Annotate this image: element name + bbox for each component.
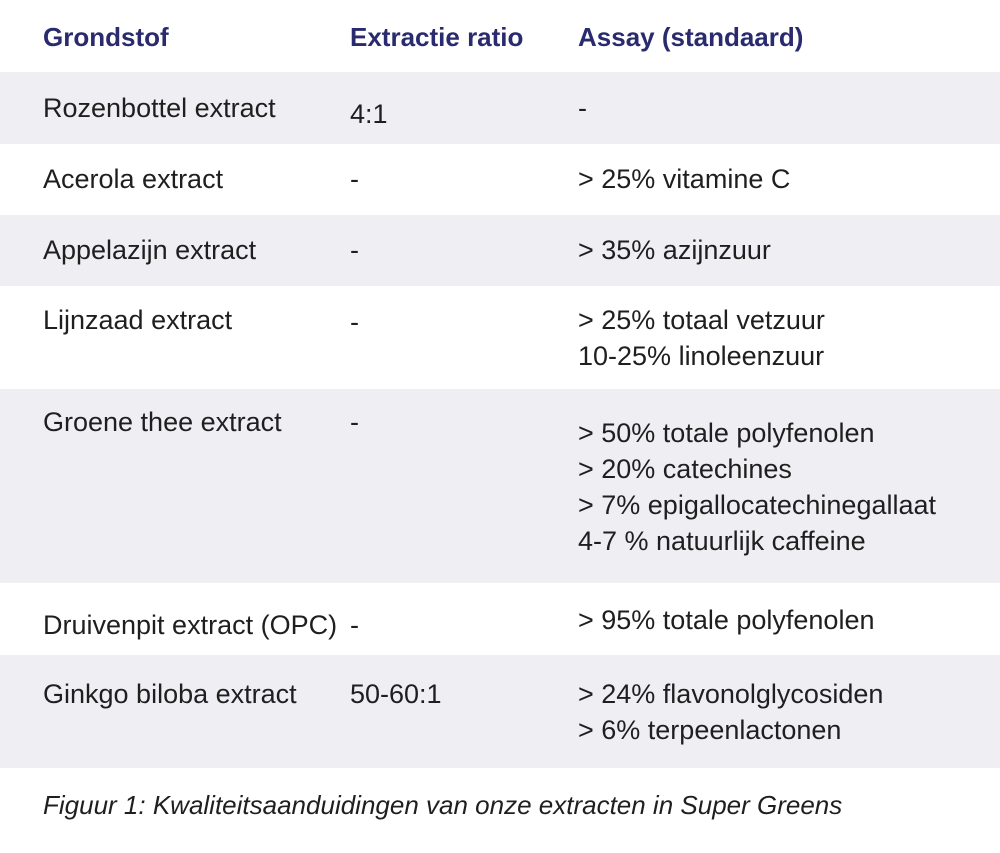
cell-assay (578, 415, 936, 559)
cell-grondstof: Druivenpit extract (OPC) (43, 610, 338, 640)
cell-ratio: - (350, 610, 359, 640)
assay-line: > 35% azijnzuur (578, 235, 771, 265)
table-row (0, 583, 1000, 655)
cell-grondstof: Lijnzaad extract (43, 305, 233, 335)
cell-grondstof: Rozenbottel extract (43, 93, 276, 123)
assay-line: > 7% epigallocatechinegallaat (578, 490, 937, 520)
cell-grondstof: Appelazijn extract (43, 235, 257, 265)
assay-line: > 25% vitamine C (578, 164, 791, 194)
header-extractie-ratio: Extractie ratio (350, 22, 524, 52)
cell-assay (578, 161, 790, 197)
assay-line: > 24% flavonolglycosiden (578, 679, 884, 709)
assay-line: > 20% catechines (578, 454, 792, 484)
assay-line: > 50% totale polyfenolen (578, 418, 875, 448)
assay-line: 4-7 % natuurlijk caffeine (578, 526, 866, 556)
cell-grondstof: Acerola extract (43, 164, 224, 194)
table-row (0, 389, 1000, 583)
assay-line: 10-25% linoleenzuur (578, 341, 825, 371)
cell-grondstof: Groene thee extract (43, 407, 282, 437)
cell-ratio: - (350, 164, 359, 194)
assay-line: > 95% totale polyfenolen (578, 605, 875, 635)
table-row (0, 286, 1000, 389)
assay-line: - (578, 93, 587, 123)
table-row (0, 655, 1000, 768)
cell-assay (578, 602, 874, 638)
cell-ratio: 50-60:1 (350, 679, 442, 709)
table-row (0, 144, 1000, 215)
cell-assay (578, 676, 883, 748)
cell-assay (578, 302, 825, 374)
header-grondstof: Grondstof (43, 22, 169, 52)
cell-ratio: - (350, 307, 359, 337)
table-row (0, 72, 1000, 144)
table-row (0, 215, 1000, 286)
cell-ratio: 4:1 (350, 99, 388, 129)
cell-assay (578, 90, 587, 126)
assay-line: > 6% terpeenlactonen (578, 715, 842, 745)
figure-caption: Figuur 1: Kwaliteitsaanduidingen van onze extracten in Super Greens (43, 790, 843, 820)
cell-assay (578, 232, 771, 268)
table-header (0, 0, 1000, 72)
cell-grondstof: Ginkgo biloba extract (43, 679, 297, 709)
cell-ratio: - (350, 235, 359, 265)
assay-line: > 25% totaal vetzuur (578, 305, 825, 335)
header-assay: Assay (standaard) (578, 22, 804, 52)
cell-ratio: - (350, 407, 359, 437)
